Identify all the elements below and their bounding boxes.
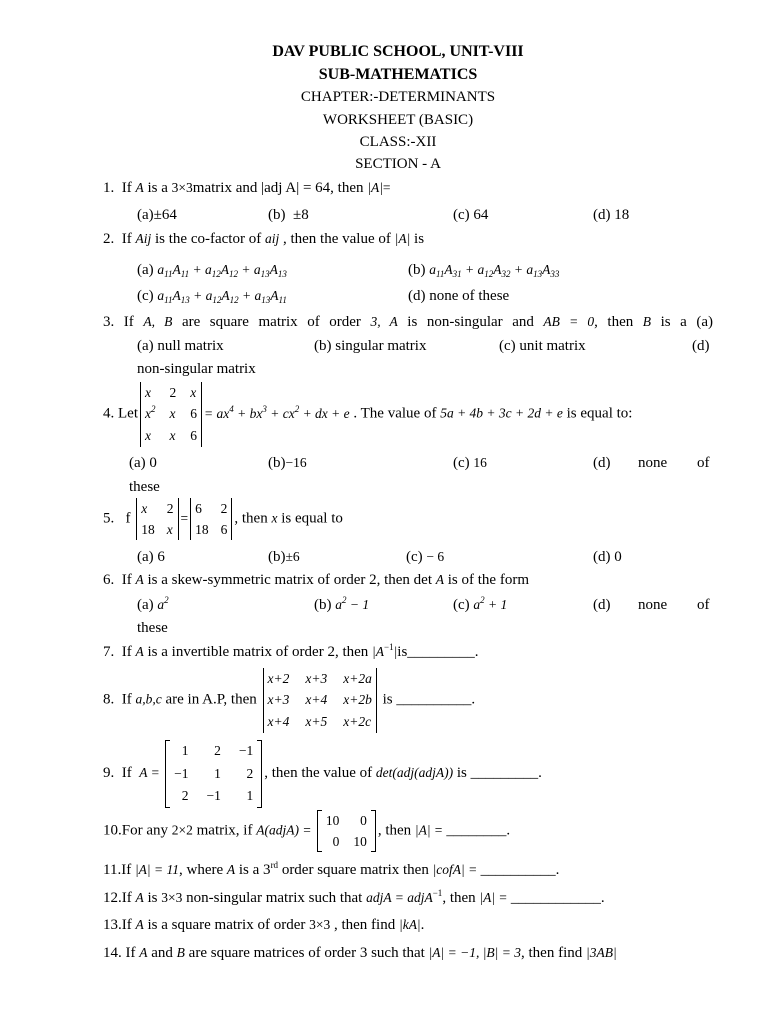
det-entry: 6 (195, 500, 202, 516)
question-4 (103, 382, 632, 447)
det-entry: x+4 (267, 713, 290, 729)
math-var: A (135, 180, 144, 195)
det-entry: x+2b (343, 692, 372, 708)
q-text: is (143, 890, 162, 906)
math-var: A (135, 572, 144, 587)
math-expr: − 6 (426, 549, 445, 564)
matrix-entry: 2 (214, 743, 221, 759)
question-8 (103, 668, 475, 733)
math-expr: $a_{11}A_{11} + a_{12}A_{12} + a_{13}A_{13}$ (157, 262, 287, 279)
math-expr: |kA| (398, 917, 421, 932)
det-entry: x (145, 384, 151, 400)
answer-blank: is __________. (378, 691, 476, 708)
q-text: and (147, 945, 177, 961)
q-text: are in A.P, then (161, 691, 261, 708)
math-expr: A(adjA) = (256, 822, 315, 838)
q-text: is equal to: (562, 405, 633, 422)
det-entry: 2 (166, 500, 174, 516)
question-6 (103, 571, 529, 589)
q-text: If (121, 917, 136, 933)
option-label: (b) (408, 262, 430, 278)
math-expr: 3×3 (161, 890, 183, 905)
q-text: is equal to (277, 510, 343, 527)
option-c: (c) unit matrix (499, 338, 586, 354)
q-text: , then the value of (264, 765, 376, 782)
math-expr: −16 (285, 455, 307, 470)
option-a: (a)±64 (137, 207, 177, 223)
option-label: (a) (137, 262, 158, 278)
q-text: is (410, 231, 425, 247)
subject-title: SUB-MATHEMATICS (318, 66, 478, 83)
option-c (453, 596, 507, 614)
worksheet-title: WORKSHEET (BASIC) (322, 112, 474, 128)
det-entry: 2 (169, 384, 177, 400)
q-text: If (123, 314, 144, 330)
question-number: 3. (103, 314, 115, 330)
math-expr: 3×3 (309, 917, 331, 932)
option-b (408, 261, 559, 279)
question-12 (103, 889, 605, 907)
question-13 (103, 916, 424, 934)
math-expr: A = (139, 765, 164, 781)
matrix-entry: 1 (181, 743, 189, 759)
q-text: is a skew-symmetric matrix of order 2, then det (143, 572, 436, 588)
math-var: A (135, 917, 144, 932)
option-d-continued: non-singular matrix (137, 361, 256, 377)
question-1 (103, 179, 391, 197)
det-entry: 18 (195, 521, 209, 537)
math-expr: |A| = (479, 890, 511, 905)
math-expr: = $ax^4 + bx^3 + cx^2$ + dx + e (204, 403, 350, 421)
det-entry: 2 (220, 500, 228, 516)
option-a: (a) 6 (137, 549, 165, 565)
answer-blank: is_________. (397, 644, 479, 660)
q-text: , then find (330, 917, 399, 933)
option-d: (d) (593, 597, 611, 613)
matrix-entry: 1 (246, 788, 254, 804)
math-expr: AB = 0 (543, 314, 595, 329)
math-var: A (135, 890, 144, 905)
question-2 (103, 230, 424, 248)
question-number: 9. (103, 765, 115, 782)
q-text: is a (143, 180, 172, 196)
section-label: SECTION - A (355, 156, 441, 172)
q-text: For any (121, 822, 172, 839)
q-text: non-singular matrix such that (182, 890, 367, 906)
det-entry: x+5 (305, 713, 328, 729)
q-text: is a (a) (660, 314, 713, 330)
question-number: 4. Let (103, 405, 138, 422)
math-expr: ±6 (285, 549, 300, 564)
q-text: order square matrix then (278, 862, 433, 878)
det-entry: x (169, 427, 176, 443)
q-text: are square matrix of order (181, 314, 371, 330)
q-text: If (121, 691, 136, 708)
math-expr: 5a + 4b + 3c + 2d + e (440, 405, 563, 421)
school-name: DAV PUBLIC SCHOOL, UNIT-VIII (272, 43, 524, 60)
det-entry: x (190, 384, 197, 400)
math-var: A (139, 945, 148, 960)
math-expr: $a^2$ (157, 595, 169, 612)
question-number: 11. (103, 862, 122, 878)
option-b: (b) singular matrix (314, 338, 427, 354)
det-entry: x (141, 500, 148, 516)
matrix-entry: −1 (238, 743, 254, 759)
option-label: (c) (137, 288, 158, 304)
answer-blank: is _________. (453, 765, 542, 782)
q-text: If (121, 890, 136, 906)
q-text: , then (234, 510, 272, 527)
option-b: (b) ±8 (268, 207, 309, 223)
math-var: Aij (135, 231, 152, 246)
det-entry: x+3 (267, 692, 290, 708)
option-label: (b) (268, 549, 286, 565)
math-expr: 16 (473, 455, 487, 470)
q-text: If (121, 231, 136, 247)
math-expr: = (382, 180, 391, 195)
q-text: , then (442, 890, 480, 906)
option-d-text: none (638, 597, 668, 613)
math-expr: |A (372, 644, 384, 659)
option-d: (d) 18 (593, 207, 630, 223)
matrix (165, 740, 262, 808)
math-expr: |A| = −1, |B| = 3 (428, 945, 521, 960)
q-text: , then (594, 314, 643, 330)
option-c (406, 548, 444, 566)
question-number: 6. (103, 572, 115, 588)
question-number: 5. f (103, 510, 135, 527)
question-5 (103, 498, 343, 540)
q-text: If (121, 862, 135, 878)
option-label: (a) (137, 597, 158, 613)
det-entry: 6 (190, 406, 197, 422)
det-entry: $x^2$ (145, 404, 156, 422)
option-c (137, 287, 287, 305)
q-text: is the co-factor of (151, 231, 265, 247)
answer-blank: ________. (446, 822, 511, 839)
matrix-entry: 10 (325, 812, 340, 828)
answer-blank: __________. (480, 862, 560, 878)
matrix-entry: −1 (206, 788, 221, 804)
question-number: 12. (103, 890, 122, 906)
answer-blank: ____________. (510, 890, 605, 906)
q-text: is of the form (444, 572, 529, 588)
question-number: 8. (103, 691, 115, 708)
math-expr: 2×2 (171, 822, 193, 838)
determinant-right (190, 498, 232, 540)
math-expr: a,b,c (135, 691, 162, 707)
math-var: aij (264, 231, 280, 246)
det-entry: x+4 (305, 692, 328, 708)
math-var: B (176, 945, 185, 960)
question-10 (103, 810, 510, 852)
option-b (268, 548, 300, 566)
option-d-text: of (697, 455, 710, 471)
q-text: is a 3 (235, 862, 271, 878)
option-d: (d) 0 (593, 549, 622, 565)
matrix-entry: 0 (332, 833, 340, 849)
q-text: , then the value of (279, 231, 395, 247)
option-label: (c) (406, 549, 427, 565)
q-text: If (121, 945, 140, 961)
matrix-entry: 2 (181, 788, 189, 804)
det-entry: x+3 (305, 670, 328, 686)
q-text: is a square matrix of order (143, 917, 310, 933)
option-b (314, 596, 369, 614)
det-entry: x+2c (343, 713, 372, 729)
option-d-text: none (638, 455, 668, 471)
math-expr: |3AB| (586, 945, 617, 960)
q-text: If (121, 180, 136, 196)
matrix-entry: −1 (174, 765, 189, 781)
option-label: (c) (453, 455, 474, 471)
option-c: (c) 64 (453, 207, 489, 223)
math-var: B (642, 314, 652, 329)
det-entry: x+2 (267, 670, 290, 686)
matrix-entry: 1 (214, 765, 221, 781)
determinant-left (136, 498, 178, 540)
option-d-text: of (697, 597, 710, 613)
q-text: is a invertible matrix of order 2, then (143, 644, 373, 660)
option-a (137, 596, 169, 614)
option-label: (b) (268, 455, 286, 471)
q-text: If (121, 644, 136, 660)
option-d: (d) (593, 455, 611, 471)
math-var: A, B (143, 314, 173, 329)
question-number: 13. (103, 917, 122, 933)
math-expr: 3×3 (171, 180, 193, 195)
q-text: , where (178, 862, 227, 878)
math-expr: adjA = adjA (366, 890, 433, 905)
q-text: matrix, if (192, 822, 257, 839)
option-d: (d) none of these (408, 288, 510, 304)
question-number: 1. (103, 180, 115, 196)
math-expr: 3, A (370, 314, 398, 329)
math-var: A (226, 862, 236, 877)
math-superscript: −1 (384, 642, 394, 652)
math-expr: |A| (394, 231, 411, 246)
option-b (268, 454, 307, 472)
math-expr: |cofA| = (432, 862, 481, 877)
q-text: If (121, 765, 140, 782)
class-label: CLASS:-XII (359, 134, 437, 150)
q-text: . (420, 917, 425, 933)
question-number: 14. (103, 945, 122, 961)
matrix (317, 810, 376, 852)
option-d-continued: these (137, 620, 168, 636)
option-label: (b) (314, 597, 336, 613)
q-text: . The value of (349, 405, 441, 422)
option-d-continued: these (129, 479, 160, 495)
q-text: If (121, 572, 136, 588)
matrix-entry: 10 (353, 833, 367, 849)
det-entry: 6 (220, 521, 228, 537)
matrix-entry: 2 (246, 765, 254, 781)
question-9 (103, 740, 542, 808)
det-entry: 6 (190, 427, 197, 443)
math-var: x (271, 510, 278, 526)
question-number: 2. (103, 231, 115, 247)
option-a: (a) 0 (129, 455, 157, 471)
det-entry: x (169, 406, 176, 422)
option-c (453, 454, 487, 472)
math-superscript: −1 (432, 888, 443, 898)
math-expr: $a_{11}A_{13} + a_{12}A_{12} + a_{13}A_{11}$ (157, 288, 287, 305)
det-entry: x (166, 521, 173, 537)
option-label: (c) (453, 597, 474, 613)
chapter-title: CHAPTER:-DETERMINANTS (300, 89, 496, 105)
math-expr: det(adj(adjA)) (375, 765, 454, 781)
det-entry: x (145, 427, 151, 443)
determinant (140, 382, 202, 447)
q-text: is non-singular and (407, 314, 544, 330)
math-expr: $a_{11}A_{31} + a_{12}A_{32} + a_{13}A_{33}$ (429, 262, 560, 279)
math-expr: |A| = (414, 822, 447, 838)
option-a: (a) null matrix (137, 338, 224, 354)
q-text: matrix and |adj A| = 64, then (192, 180, 368, 196)
math-expr: $a^2 - 1$ (335, 595, 370, 612)
question-number: 10. (103, 822, 122, 839)
det-entry: x+2a (343, 670, 372, 686)
matrix-entry: 0 (360, 812, 367, 828)
equals-sign: = (180, 510, 189, 526)
question-7 (103, 643, 479, 661)
math-expr: | (393, 644, 398, 659)
q-text: , then (377, 822, 415, 839)
question-3 (103, 313, 713, 331)
option-d: (d) (692, 338, 710, 354)
math-expr: |A| (367, 180, 383, 195)
math-expr: |A| = 11 (134, 862, 179, 877)
ordinal-superscript: rd (270, 860, 279, 870)
question-11 (103, 861, 559, 879)
q-text: are square matrices of order 3 such that (184, 945, 429, 961)
q-text: , then find (521, 945, 586, 961)
det-entry: 18 (141, 521, 155, 537)
question-number: 7. (103, 644, 115, 660)
determinant (263, 668, 377, 733)
option-a (137, 261, 287, 279)
math-var: A (435, 572, 445, 587)
question-14 (103, 944, 617, 962)
math-var: A (135, 644, 144, 659)
math-expr: $a^2 + 1$ (473, 595, 508, 612)
